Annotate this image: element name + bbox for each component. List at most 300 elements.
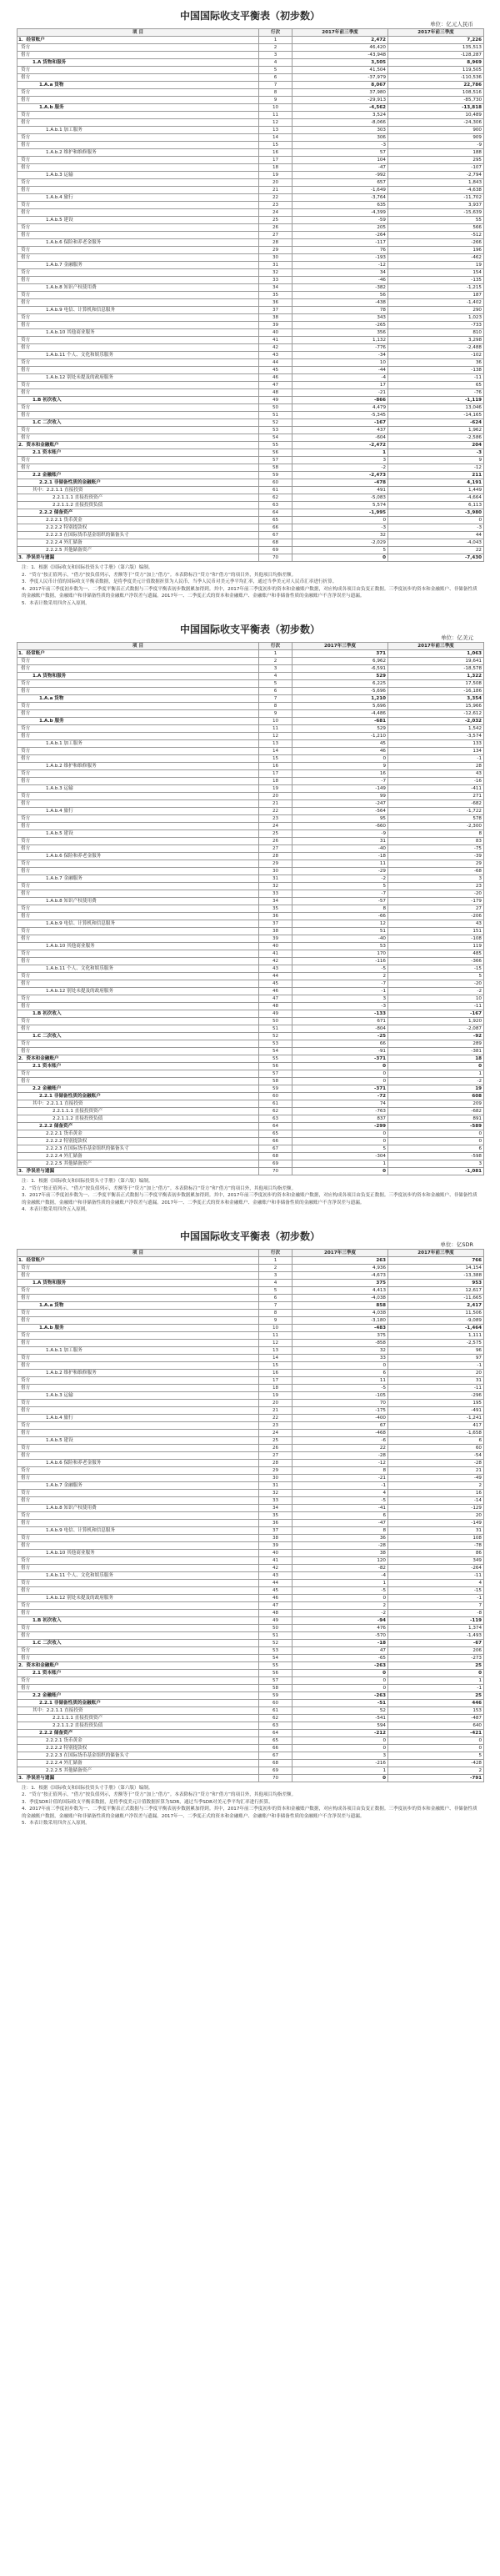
period2-value: 119,505	[388, 67, 484, 74]
table-row	[18, 1399, 484, 1406]
bop-table-section	[17, 614, 483, 1220]
table-row	[18, 1752, 484, 1759]
item-cell: 1.A.b.6 保险和养老金服务	[18, 853, 259, 860]
line-cell: 45	[259, 980, 292, 988]
table-row	[18, 1639, 484, 1646]
line-cell: 56	[259, 1063, 292, 1070]
line-cell: 8	[259, 89, 292, 97]
period2-value: 1,920	[388, 1018, 484, 1025]
line-cell: 38	[259, 314, 292, 322]
item-cell: 1.A.b.8 知识产权使用费	[18, 1504, 259, 1511]
item-cell: 1.A.b.7 金融服务	[18, 1481, 259, 1489]
period1-value: 74	[292, 1100, 388, 1108]
period1-value: 4,038	[292, 1309, 388, 1316]
period1-value: -43,948	[292, 52, 388, 59]
period2-value: 31	[388, 1376, 484, 1384]
table-row	[18, 1699, 484, 1706]
table-row	[18, 973, 484, 980]
table-row	[18, 1474, 484, 1481]
line-cell: 4	[259, 1279, 292, 1286]
table-row	[18, 1346, 484, 1354]
period1-value: -65	[292, 1654, 388, 1661]
item-cell: 借方	[18, 434, 259, 442]
table-row	[18, 344, 484, 352]
period1-value: 671	[292, 1018, 388, 1025]
table-row	[18, 673, 484, 680]
table-row	[18, 1519, 484, 1526]
table-row	[18, 1646, 484, 1654]
period1-value: 0	[292, 1594, 388, 1601]
item-cell: 借方	[18, 1564, 259, 1571]
period1-value: -91	[292, 1048, 388, 1055]
period2-value: -129	[388, 1504, 484, 1511]
table-row	[18, 1744, 484, 1752]
period2-value: 349	[388, 1556, 484, 1564]
period2-value: 17,508	[388, 680, 484, 688]
period1-value: -5	[292, 1496, 388, 1504]
item-cell: 1.A.a 货物	[18, 695, 259, 703]
period2-value: 12,617	[388, 1286, 484, 1294]
period1-value: 375	[292, 1279, 388, 1286]
period1-value: -41	[292, 1504, 388, 1511]
note-line: 5．本表计数采用四舍五入原则。	[22, 1821, 90, 1826]
table-row	[18, 1286, 484, 1294]
period1-value: 858	[292, 1301, 388, 1309]
table-row	[18, 494, 484, 502]
line-cell: 69	[259, 547, 292, 554]
item-cell: 借方	[18, 733, 259, 740]
line-cell: 29	[259, 1466, 292, 1474]
period1-value: 170	[292, 950, 388, 958]
line-cell: 49	[259, 397, 292, 404]
item-cell: 贷方	[18, 838, 259, 845]
period1-value: 66	[292, 1040, 388, 1048]
table-row	[18, 262, 484, 269]
line-cell: 14	[259, 1354, 292, 1361]
period2-value: 766	[388, 1256, 484, 1264]
period2-value: -791	[388, 1774, 484, 1782]
period1-value: -3	[292, 1003, 388, 1010]
item-cell: 2.2.2 储备资产	[18, 1123, 259, 1130]
period2-value: -264	[388, 1564, 484, 1571]
period1-value: -133	[292, 1010, 388, 1018]
period2-value: -85,730	[388, 97, 484, 104]
line-cell: 45	[259, 1586, 292, 1594]
period1-value: -681	[292, 718, 388, 725]
period1-value: 57	[292, 149, 388, 157]
period1-value: 3	[292, 995, 388, 1003]
table-row	[18, 748, 484, 755]
item-cell: 借方	[18, 299, 259, 307]
period2-value: 0	[388, 517, 484, 524]
item-cell: 贷方	[18, 1579, 259, 1586]
period1-value: 22	[292, 1444, 388, 1451]
table-row	[18, 883, 484, 890]
table-row	[18, 755, 484, 763]
item-cell: 1.C 二次收入	[18, 419, 259, 427]
table-row	[18, 800, 484, 808]
table-row	[18, 1168, 484, 1175]
table-notes	[17, 562, 483, 614]
note-line: 3．季度SDR计值的国际收支平衡表数据，是将季度美元计值数据折算为SDR，通过当季SDR对美元季平均汇率进行折算。	[22, 1799, 273, 1805]
table-row	[18, 680, 484, 688]
table-row	[18, 1160, 484, 1168]
period1-value: 635	[292, 202, 388, 209]
line-cell: 39	[259, 1541, 292, 1549]
item-cell: 借方	[18, 97, 259, 104]
table-row	[18, 1294, 484, 1301]
period1-value: 45	[292, 740, 388, 748]
period2-value: 19,641	[388, 658, 484, 665]
period1-value: -216	[292, 1759, 388, 1767]
item-cell: 1.A.b.11 个人、文化和娱乐服务	[18, 1571, 259, 1579]
item-cell: 贷方	[18, 1421, 259, 1429]
item-header: 项 目	[18, 29, 259, 37]
line-cell: 43	[259, 1571, 292, 1579]
period2-value: -128,287	[388, 52, 484, 59]
line-cell: 55	[259, 1661, 292, 1669]
item-cell: 1.A.b.8 知识产权使用费	[18, 284, 259, 292]
item-cell: 1.A.b.12 别处未提及的政府服务	[18, 1594, 259, 1601]
line-cell: 13	[259, 127, 292, 134]
period1-value: 4,413	[292, 1286, 388, 1294]
table-row	[18, 52, 484, 59]
period1-value: 56	[292, 292, 388, 299]
period2-value: 0	[388, 1130, 484, 1138]
line-cell: 13	[259, 1346, 292, 1354]
table-row	[18, 157, 484, 164]
line-cell: 49	[259, 1616, 292, 1624]
period2-value: -1	[388, 1361, 484, 1369]
period1-value: 1,210	[292, 695, 388, 703]
item-cell: 1.A.b.1 加工服务	[18, 740, 259, 748]
period2-value: -2,488	[388, 344, 484, 352]
item-cell: 1.A.b.1 加工服务	[18, 127, 259, 134]
period1-value: 371	[292, 650, 388, 658]
item-cell: 2.2.2.4 外汇储备	[18, 539, 259, 547]
table-row	[18, 104, 484, 112]
period1-value: 120	[292, 1556, 388, 1564]
period1-value: -4,673	[292, 1271, 388, 1279]
period1-value: -21	[292, 1474, 388, 1481]
period2-value: -12	[388, 464, 484, 472]
period2-value: -49	[388, 1474, 484, 1481]
item-cell: 2.2.1.1.2 直接投资负债	[18, 502, 259, 509]
item-cell: 1.A.b.12 别处未提及的政府服务	[18, 988, 259, 995]
item-cell: 1.A.b.7 金融服务	[18, 875, 259, 883]
period2-value: -13,818	[388, 104, 484, 112]
line-cell: 64	[259, 509, 292, 517]
item-cell: 借方	[18, 344, 259, 352]
period1-value: -18	[292, 853, 388, 860]
period2-value: 900	[388, 127, 484, 134]
period1-value: -1,649	[292, 187, 388, 194]
line-cell: 57	[259, 1070, 292, 1078]
period1-value: -5,345	[292, 412, 388, 419]
table-row	[18, 1691, 484, 1699]
line-cell: 43	[259, 352, 292, 359]
table-row	[18, 389, 484, 397]
item-cell: 借方	[18, 1429, 259, 1436]
period1-value: 343	[292, 314, 388, 322]
line-cell: 55	[259, 442, 292, 449]
item-cell: 2.2.2.3 在国际货币基金组织的储备头寸	[18, 1752, 259, 1759]
period1-value: 67	[292, 1421, 388, 1429]
line-cell: 59	[259, 1085, 292, 1093]
table-row	[18, 995, 484, 1003]
period1-value: -2,472	[292, 442, 388, 449]
period2-value: -16	[388, 778, 484, 785]
item-cell: 2．资本和金融账户	[18, 1661, 259, 1669]
period1-value: 16	[292, 770, 388, 778]
period1-value: -193	[292, 254, 388, 262]
item-cell: 其中：2.2.1.1 直接投资	[18, 487, 259, 494]
table-row	[18, 254, 484, 262]
period2-value: 0	[388, 1737, 484, 1744]
period1-value: 0	[292, 554, 388, 562]
period1-value: -858	[292, 1339, 388, 1346]
item-cell: 2.2.1 非储备性质的金融账户	[18, 1093, 259, 1100]
period2-value: 5	[388, 1752, 484, 1759]
header-row	[18, 1249, 484, 1256]
line-cell: 6	[259, 688, 292, 695]
period2-value: 2	[388, 1767, 484, 1774]
line-cell: 25	[259, 1436, 292, 1444]
period1-value: -265	[292, 322, 388, 329]
table-row	[18, 853, 484, 860]
line-cell: 47	[259, 1601, 292, 1609]
period1-value: -18	[292, 1639, 388, 1646]
item-cell: 1.A.b.9 电信、计算机和信息服务	[18, 920, 259, 928]
item-cell: 1.A.b.10 其他商业服务	[18, 943, 259, 950]
table-row	[18, 710, 484, 718]
period2-value: 271	[388, 793, 484, 800]
period1-value: 1	[292, 449, 388, 457]
period2-value: 417	[388, 1421, 484, 1429]
period2-value: -13,388	[388, 1271, 484, 1279]
table-row	[18, 359, 484, 367]
table-row	[18, 778, 484, 785]
item-cell: 贷方	[18, 725, 259, 733]
line-cell: 14	[259, 748, 292, 755]
table-row	[18, 1048, 484, 1055]
line-cell: 17	[259, 770, 292, 778]
line-cell: 33	[259, 890, 292, 898]
period1-value: 11	[292, 860, 388, 868]
item-cell: 2.2 金融账户	[18, 1085, 259, 1093]
period2-value: -3,980	[388, 509, 484, 517]
note-line: 注：1．根据《国际收支和国际投资头寸手册》（第六版）编制。	[22, 1179, 153, 1184]
table-row	[18, 1631, 484, 1639]
period1-value: -116	[292, 958, 388, 965]
period2-value: 195	[388, 1399, 484, 1406]
table-row	[18, 97, 484, 104]
table-row	[18, 277, 484, 284]
period2-value: -3,574	[388, 733, 484, 740]
period2-value: -1	[388, 1594, 484, 1601]
item-cell: 借方	[18, 1339, 259, 1346]
item-cell: 借方	[18, 1684, 259, 1691]
period1-value: 303	[292, 127, 388, 134]
item-cell: 贷方	[18, 1511, 259, 1519]
table-row	[18, 1714, 484, 1722]
item-cell: 贷方	[18, 1556, 259, 1564]
period2-value: -682	[388, 800, 484, 808]
line-cell: 26	[259, 224, 292, 232]
period1-value: 31	[292, 838, 388, 845]
line-cell: 65	[259, 1130, 292, 1138]
item-cell: 贷方	[18, 359, 259, 367]
period1-value: 0	[292, 1774, 388, 1782]
item-cell: 借方	[18, 1631, 259, 1639]
line-cell: 41	[259, 1556, 292, 1564]
period2-header: 2017年前三季度	[388, 29, 484, 37]
period1-value: -66	[292, 913, 388, 920]
period2-value: -4,664	[388, 494, 484, 502]
period1-value: 2	[292, 973, 388, 980]
line-cell: 44	[259, 973, 292, 980]
table-row	[18, 532, 484, 539]
period1-value: 0	[292, 517, 388, 524]
line-cell: 21	[259, 800, 292, 808]
period1-value: 2	[292, 1601, 388, 1609]
period2-value: 19	[388, 262, 484, 269]
period2-value: 204	[388, 442, 484, 449]
period2-value: -14,165	[388, 412, 484, 419]
table-row	[18, 1138, 484, 1145]
table-row	[18, 1264, 484, 1271]
note-line: 4．2017年前三季度初步数为一、二季度平衡表正式数据与三季度平衡表初步数据累加得到。其中，2017年前三季度初步的资本和金融账户数据，对应构成各项目由负变正数据。三季度初步的资本和金融账户、非储备性质的金融账户数据，金融账户和非储备性质的金融账户净误差与遗漏。2017年一、二季度正式的资本和金融账户、金融账户和非储备性质的金融账户不含净误差与遗漏。	[22, 1807, 478, 1819]
period2-value: 4	[388, 1579, 484, 1586]
table-row	[18, 1324, 484, 1331]
period1-value: 52	[292, 1706, 388, 1714]
period2-value: -1,722	[388, 808, 484, 815]
period1-value: 46	[292, 748, 388, 755]
period2-value: -11,702	[388, 194, 484, 202]
period2-value: 1,322	[388, 673, 484, 680]
period2-value: 7,226	[388, 37, 484, 44]
line-cell: 7	[259, 82, 292, 89]
period2-value: 96	[388, 1346, 484, 1354]
line-header: 行次	[259, 29, 292, 37]
item-cell: 贷方	[18, 337, 259, 344]
period1-value: 32	[292, 532, 388, 539]
line-cell: 64	[259, 1729, 292, 1737]
item-cell: 1.A 货物和服务	[18, 673, 259, 680]
line-cell: 16	[259, 149, 292, 157]
item-cell: 贷方	[18, 1624, 259, 1631]
note-line: 4．本表计数采用四舍五入原则。	[22, 1207, 90, 1212]
period2-value: 83	[388, 838, 484, 845]
line-cell: 4	[259, 59, 292, 67]
table-row	[18, 1003, 484, 1010]
line-cell: 62	[259, 494, 292, 502]
table-row	[18, 1316, 484, 1324]
period2-value: 14,154	[388, 1264, 484, 1271]
table-row	[18, 44, 484, 52]
period1-value: 8	[292, 1466, 388, 1474]
item-cell: 3．净误差与遗漏	[18, 1168, 259, 1175]
line-cell: 23	[259, 815, 292, 823]
line-cell: 35	[259, 292, 292, 299]
period2-value: -14	[388, 1496, 484, 1504]
item-cell: 1.A.b.6 保险和养老金服务	[18, 1459, 259, 1466]
table-row	[18, 1421, 484, 1429]
item-cell: 借方	[18, 1451, 259, 1459]
balance-of-payments-table	[17, 642, 484, 1175]
table-row	[18, 1070, 484, 1078]
item-cell: 2.2.1.1.2 直接投资负债	[18, 1115, 259, 1123]
line-cell: 31	[259, 262, 292, 269]
line-cell: 40	[259, 329, 292, 337]
table-row	[18, 1511, 484, 1519]
item-cell: 借方	[18, 1271, 259, 1279]
item-cell: 借方	[18, 823, 259, 830]
line-cell: 63	[259, 502, 292, 509]
table-row	[18, 875, 484, 883]
table-row	[18, 868, 484, 875]
table-row	[18, 1722, 484, 1729]
line-cell: 53	[259, 427, 292, 434]
table-row	[18, 1085, 484, 1093]
note-line: 2．“贷方”按正值列示，“借方”按负值列示，差额等于“贷方”加上“借方”。本表除标注“贷方”和“借方”的项目外，其他项目均指差额。	[22, 1185, 297, 1191]
period1-value: 104	[292, 157, 388, 164]
period2-value: -107	[388, 164, 484, 172]
period2-value: 9	[388, 457, 484, 464]
table-row	[18, 958, 484, 965]
item-cell: 1.A.b.8 知识产权使用费	[18, 898, 259, 905]
period1-value: -3	[292, 524, 388, 532]
line-cell: 17	[259, 1376, 292, 1384]
period2-value: 97	[388, 1354, 484, 1361]
line-cell: 38	[259, 1534, 292, 1541]
item-cell: 1.A 货物和服务	[18, 59, 259, 67]
line-cell: 67	[259, 1145, 292, 1153]
item-cell: 借方	[18, 710, 259, 718]
item-cell: 贷方	[18, 269, 259, 277]
item-cell: 贷方	[18, 44, 259, 52]
item-cell: 1.A.b.5 建设	[18, 1436, 259, 1444]
period1-value: -44	[292, 367, 388, 374]
item-cell: 贷方	[18, 658, 259, 665]
period2-value: 211	[388, 472, 484, 479]
line-cell: 46	[259, 1594, 292, 1601]
table-row	[18, 404, 484, 412]
period1-value: 76	[292, 247, 388, 254]
period2-value: 44	[388, 532, 484, 539]
period1-value: 529	[292, 725, 388, 733]
period2-value: 0	[388, 1669, 484, 1676]
item-cell: 其中：2.2.1.1 直接投资	[18, 1706, 259, 1714]
period1-value: 4,479	[292, 404, 388, 412]
period1-value: 78	[292, 307, 388, 314]
line-cell: 3	[259, 665, 292, 673]
period2-value: 154	[388, 269, 484, 277]
table-row	[18, 1661, 484, 1669]
period1-value: -34	[292, 352, 388, 359]
period1-value: 9	[292, 763, 388, 770]
item-cell: 借方	[18, 800, 259, 808]
note-line: 2．“贷方”按正值列示，“借方”按负值列示，差额等于“贷方”加上“借方”。本表除标注“贷方”和“借方”的项目外，其他项目均指差额。	[22, 572, 297, 578]
line-cell: 62	[259, 1714, 292, 1722]
period2-value: 1,843	[388, 179, 484, 187]
period2-value: 0	[388, 1138, 484, 1145]
table-row	[18, 1309, 484, 1316]
line-cell: 16	[259, 763, 292, 770]
period2-value: -1,493	[388, 1631, 484, 1639]
item-cell: 贷方	[18, 1309, 259, 1316]
header-row	[18, 643, 484, 650]
